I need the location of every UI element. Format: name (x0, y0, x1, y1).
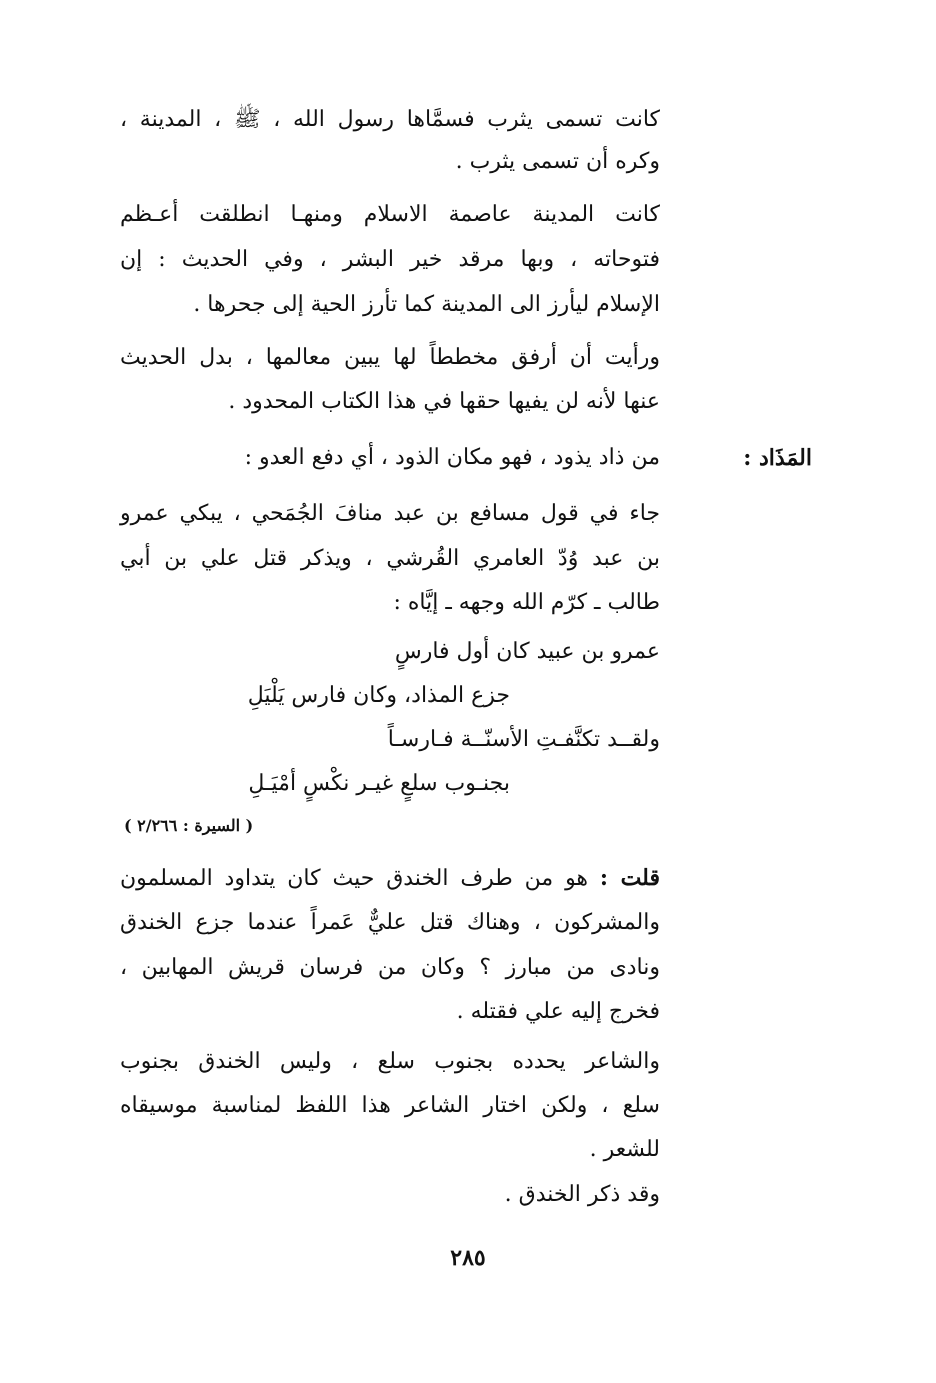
poem-citation: ( السيرة : ٢/٢٦٦ ) (124, 816, 254, 835)
paragraph-author-note (120, 856, 660, 1036)
text-line: كانت تسمى يثرب فسمَّاها رسول الله ، ﷺ ، المدينة ، (120, 107, 660, 132)
note-first-line: هو من طرف الخندق حيث كان يتداود المسلمون (120, 866, 589, 891)
text-line: الإسلام ليأرز الى المدينة كما تأرز الحية إلى جحرها . (193, 292, 660, 317)
text-line: عنها لأنه لن يفيها حقها في هذا الكتاب المحدود . (228, 389, 660, 414)
poem-verse: بجنـوب سلعٍ غيـر نكْسٍ أمْيَـلِ (248, 771, 510, 796)
page-number: ٢٨٥ (450, 1245, 486, 1271)
text-line: جاء في قول مسافع بن عبد منافَ الجُمَحي ، يبكي عمرو (120, 501, 660, 526)
text-line: فخرج إليه علي فقتله . (456, 999, 660, 1024)
poem-verse: ولقــد تكنَّفـتِ الأسنّــة فـارسـاً (387, 727, 660, 752)
note-label: قلت : (599, 865, 660, 891)
text-line: ونادى من مبارز ؟ وكان من فرسان قريش المهابين ، (120, 955, 660, 980)
paragraph-poet-note (120, 1040, 660, 1175)
text-line: من ذاد يذود ، فهو مكان الذود ، أي دفع العدو : (244, 445, 660, 470)
text-line (120, 856, 660, 900)
paragraph-closing (120, 1173, 660, 1217)
paragraph-madina-name (120, 98, 660, 188)
entry-definition (120, 436, 660, 480)
text-line: وقد ذكر الخندق . (504, 1182, 660, 1207)
text-line: فتوحاته ، وبها مرقد خير البشر ، وفي الحديث : إن (120, 247, 660, 272)
text-line: وكره أن تسمى يثرب . (455, 149, 660, 174)
poem-verse: جزع المذاد، وكان فارس يَلْيَلِ (247, 683, 510, 708)
text-line: والشاعر يحدده بجنوب سلع ، وليس الخندق بجنوب (120, 1049, 660, 1074)
poem-verse: عمرو بن عبيد كان أول فارسٍ (394, 639, 660, 664)
paragraph-map-note (120, 336, 660, 426)
text-line: طالب ـ كرّم الله وجهه ـ إيَّاه : (393, 590, 660, 615)
text-line: ورأيت أن أرفق مخططاً لها يبين معالمها ، بدل الحديث (120, 345, 660, 370)
paragraph-madina-capital (120, 193, 660, 328)
entry-term: المَذَاد : (743, 445, 812, 471)
text-line: كانت المدينة عاصمة الاسلام ومنهـا انطلقت أعـظم (120, 202, 660, 227)
text-line: سلع ، ولكن اختار الشاعر هذا اللفظ لمناسبة موسيقاه (120, 1093, 660, 1118)
text-line: والمشركون ، وهناك قتل عليٌّ عَمراً عندما جزع الخندق (120, 910, 660, 935)
text-line: للشعر . (589, 1137, 660, 1162)
paragraph-poem-intro (120, 492, 660, 627)
text-line: بن عبد وُدّ العامري القُرشي ، ويذكر قتل علي بن أبي (120, 546, 660, 571)
